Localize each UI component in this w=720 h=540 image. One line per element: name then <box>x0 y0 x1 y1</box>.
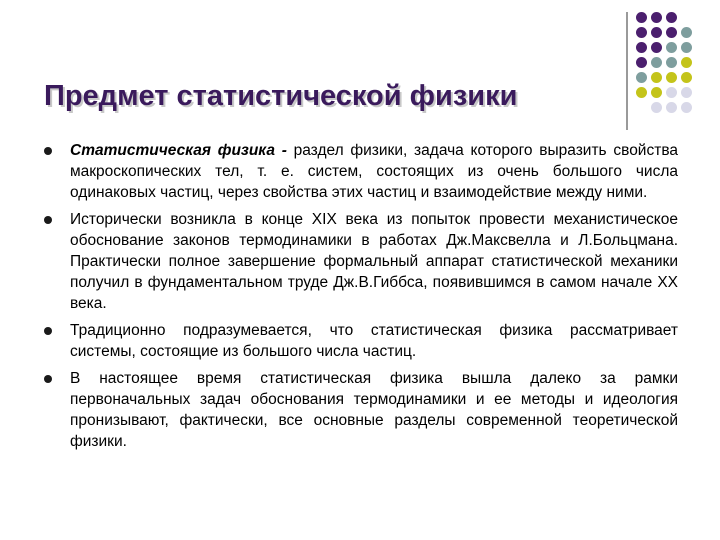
decor-dot <box>651 87 662 98</box>
decor-dot <box>636 12 647 23</box>
decor-dot <box>651 102 662 113</box>
bullet-text: Традиционно подразумевается, что статистическая физика рассматривает системы, состоящие из большого числа частиц. <box>70 322 678 360</box>
vertical-divider-line <box>626 12 628 130</box>
decor-dot <box>651 12 662 23</box>
bullet-icon <box>44 327 52 335</box>
decor-dot <box>636 72 647 83</box>
bullet-item-history <box>44 209 678 314</box>
decor-dot <box>651 42 662 53</box>
bullet-item-definition <box>44 140 678 203</box>
decor-dot <box>651 72 662 83</box>
decor-dot <box>666 102 677 113</box>
bullet-icon <box>44 216 52 224</box>
decor-dot <box>666 57 677 68</box>
decor-dot <box>651 57 662 68</box>
bullet-icon <box>44 147 52 155</box>
bullet-text: раздел физики, задача которого выразить свойства макроскопических тел, т. е. систем, состоящих из очень большого числа одинаковых частиц, через свойства этих частиц и взаимодействие между ними. <box>70 142 678 201</box>
decor-dot <box>681 87 692 98</box>
bullet-list <box>44 140 678 458</box>
decor-dot <box>636 57 647 68</box>
decorative-dot-grid <box>636 12 720 122</box>
bullet-icon <box>44 375 52 383</box>
decor-dot <box>666 27 677 38</box>
bullet-text: Исторически возникла в конце XIX века из попыток провести механистическое обоснование законов термодинамики в работах Дж.Максвелла и Л.Больцмана. Практически полное завершение формальный аппарат статистической механики получил в фундаментальном труде Дж.В.Гиббса, появившимся в самом начале XX века. <box>70 211 678 312</box>
decor-dot <box>666 12 677 23</box>
bullet-item-tradition <box>44 320 678 362</box>
bullet-text: В настоящее время статистическая физика вышла далеко за рамки первоначальных задач обоснования термодинамики и ее методы и идеология пронизывают, фактически, все основные разделы современной теоретической физики. <box>70 370 678 450</box>
decor-dot <box>681 72 692 83</box>
term-label: Статистическая физика - <box>70 142 294 159</box>
decor-dot <box>681 57 692 68</box>
decor-dot <box>651 27 662 38</box>
bullet-item-present <box>44 368 678 452</box>
decor-dot <box>666 42 677 53</box>
decor-dot <box>636 87 647 98</box>
decor-dot <box>681 27 692 38</box>
slide-title: Предмет статистической физики <box>44 80 518 112</box>
decor-dot <box>666 87 677 98</box>
decor-dot <box>636 42 647 53</box>
decor-dot <box>681 42 692 53</box>
decor-dot <box>636 27 647 38</box>
decor-dot <box>666 72 677 83</box>
decor-dot <box>681 102 692 113</box>
